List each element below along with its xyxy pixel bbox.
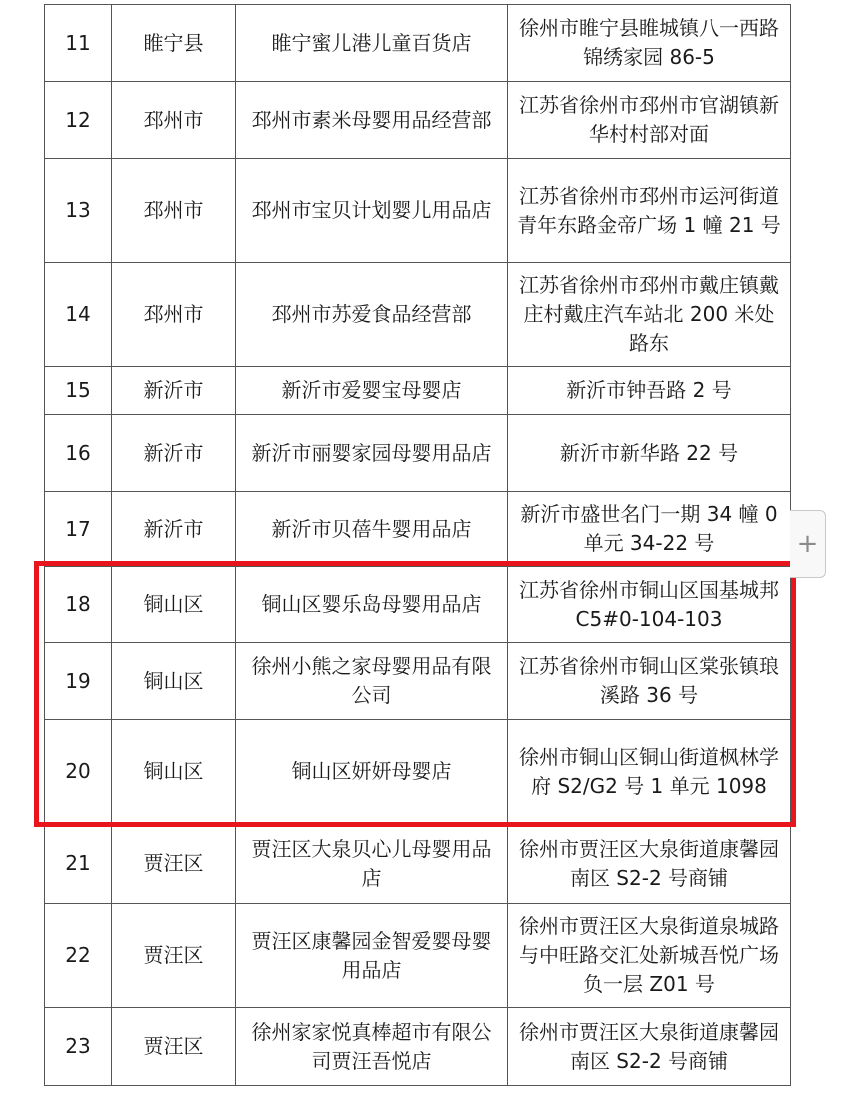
store-name-cell: 徐州家家悦真棒超市有限公司贾汪吾悦店: [236, 1008, 508, 1086]
row-number: 12: [45, 82, 112, 159]
row-number: 15: [45, 367, 112, 415]
district-cell: 睢宁县: [112, 5, 236, 82]
row-number: 17: [45, 492, 112, 567]
row-number: 18: [45, 567, 112, 643]
store-name-cell: 铜山区婴乐岛母婴用品店: [236, 567, 508, 643]
row-number: 11: [45, 5, 112, 82]
store-name-cell: 邳州市素米母婴用品经营部: [236, 82, 508, 159]
row-number: 22: [45, 904, 112, 1008]
address-cell: 新沂市新华路 22 号: [508, 415, 791, 492]
store-name-cell: 铜山区妍妍母婴店: [236, 720, 508, 824]
table-row: [45, 824, 791, 904]
address-cell: 徐州市贾汪区大泉街道泉城路与中旺路交汇处新城吾悦广场负一层 Z01 号: [508, 904, 791, 1008]
address-cell: 徐州市睢宁县睢城镇八一西路锦绣家园 86-5: [508, 5, 791, 82]
store-name-cell: 新沂市贝蓓牛婴用品店: [236, 492, 508, 567]
row-number: 16: [45, 415, 112, 492]
row-number: 21: [45, 824, 112, 904]
address-cell: 新沂市盛世名门一期 34 幢 0 单元 34-22 号: [508, 492, 791, 567]
store-name-cell: 贾汪区大泉贝心儿母婴用品店: [236, 824, 508, 904]
table-row: [45, 567, 791, 643]
row-number: 23: [45, 1008, 112, 1086]
store-table: [44, 4, 791, 1086]
store-name-cell: 新沂市爱婴宝母婴店: [236, 367, 508, 415]
address-cell: 新沂市钟吾路 2 号: [508, 367, 791, 415]
address-cell: 徐州市贾汪区大泉街道康馨园南区 S2-2 号商铺: [508, 1008, 791, 1086]
table-row: [45, 367, 791, 415]
address-cell: 江苏省徐州市铜山区国基城邦 C5#0-104-103: [508, 567, 791, 643]
table-row: [45, 5, 791, 82]
address-cell: 徐州市铜山区铜山街道枫林学府 S2/G2 号 1 单元 1098: [508, 720, 791, 824]
district-cell: 铜山区: [112, 720, 236, 824]
table-row: [45, 720, 791, 824]
district-cell: 铜山区: [112, 567, 236, 643]
district-cell: 铜山区: [112, 643, 236, 720]
table-row: [45, 82, 791, 159]
row-number: 19: [45, 643, 112, 720]
row-number: 13: [45, 159, 112, 263]
address-cell: 徐州市贾汪区大泉街道康馨园南区 S2-2 号商铺: [508, 824, 791, 904]
address-cell: 江苏省徐州市邳州市运河街道青年东路金帝广场 1 幢 21 号: [508, 159, 791, 263]
table-row: [45, 159, 791, 263]
store-name-cell: 睢宁蜜儿港儿童百货店: [236, 5, 508, 82]
add-row-button[interactable]: [790, 510, 826, 578]
store-name-cell: 邳州市苏爱食品经营部: [236, 263, 508, 367]
store-name-cell: 贾汪区康馨园金智爱婴母婴用品店: [236, 904, 508, 1008]
district-cell: 邳州市: [112, 263, 236, 367]
district-cell: 邳州市: [112, 159, 236, 263]
district-cell: 贾汪区: [112, 824, 236, 904]
district-cell: 新沂市: [112, 367, 236, 415]
table-row: [45, 643, 791, 720]
table-row: [45, 904, 791, 1008]
address-cell: 江苏省徐州市邳州市官湖镇新华村村部对面: [508, 82, 791, 159]
plus-icon: +: [796, 529, 819, 559]
store-name-cell: 新沂市丽婴家园母婴用品店: [236, 415, 508, 492]
row-number: 14: [45, 263, 112, 367]
district-cell: 新沂市: [112, 492, 236, 567]
district-cell: 邳州市: [112, 82, 236, 159]
table-row: [45, 1008, 791, 1086]
store-name-cell: 邳州市宝贝计划婴儿用品店: [236, 159, 508, 263]
district-cell: 新沂市: [112, 415, 236, 492]
address-cell: 江苏省徐州市铜山区棠张镇琅溪路 36 号: [508, 643, 791, 720]
district-cell: 贾汪区: [112, 1008, 236, 1086]
table-row: [45, 263, 791, 367]
address-cell: 江苏省徐州市邳州市戴庄镇戴庄村戴庄汽车站北 200 米处路东: [508, 263, 791, 367]
row-number: 20: [45, 720, 112, 824]
table-row: [45, 492, 791, 567]
store-name-cell: 徐州小熊之家母婴用品有限公司: [236, 643, 508, 720]
district-cell: 贾汪区: [112, 904, 236, 1008]
table-row: [45, 415, 791, 492]
